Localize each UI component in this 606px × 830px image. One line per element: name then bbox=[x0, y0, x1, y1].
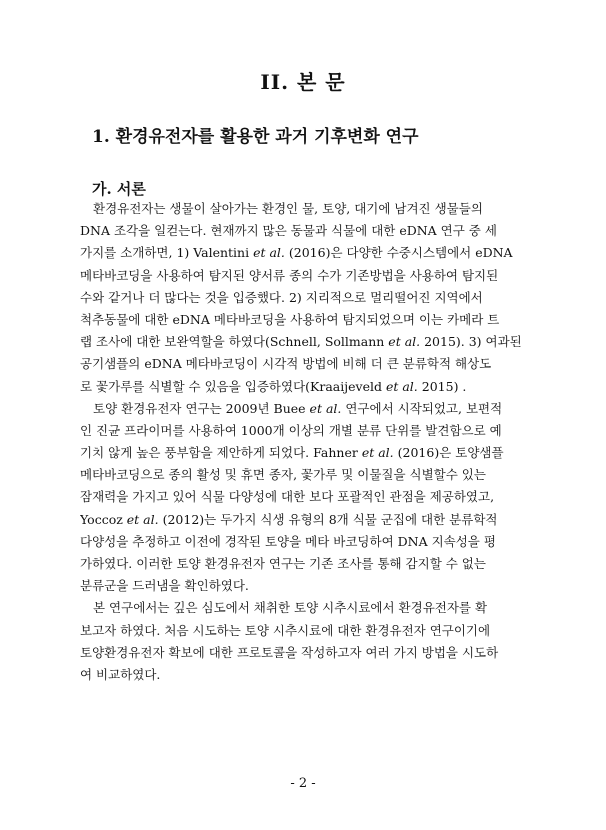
text-line: 본 연구에서는 깊은 심도에서 채취한 토양 시추시료에서 환경유전자를 확 bbox=[93, 600, 488, 616]
page-number: - 2 - bbox=[290, 776, 316, 791]
text-line: 토양환경유전자 확보에 대한 프로토콜을 작성하고자 여러 가지 방법을 시도하 bbox=[80, 644, 499, 660]
text-line: 여 비교하였다. bbox=[80, 666, 161, 682]
text-line: 인 진균 프라이머를 사용하여 1000개 이상의 개별 분류 단위를 발견함으로 예 bbox=[80, 422, 502, 438]
text-line: 다양성을 추정하고 이전에 경작된 토양을 메타 바코딩하여 DNA 지속성을 평 bbox=[80, 533, 496, 549]
body-text bbox=[80, 198, 528, 686]
chapter-title: II. 본 문 bbox=[260, 70, 346, 94]
text-line: 랩 조사에 대한 보완역할을 하였다(Schnell, Sollmann et al. 2015). 3) 여과된 bbox=[80, 334, 522, 350]
text-line: DNA 조각을 일컫는다. 현재까지 많은 동물과 식물에 대한 eDNA 연구 중 세 bbox=[80, 223, 497, 239]
text-line: 잠재력을 가지고 있어 식물 다양성에 대한 보다 포괄적인 관점을 제공하였고, bbox=[80, 489, 495, 505]
text-line: 메타바코딩으로 종의 활성 및 휴면 종자, 꽃가루 및 이물질을 식별할수 있는 bbox=[80, 467, 486, 483]
text-line: 로 꽃가루를 식별할 수 있음을 입증하였다(Kraaijeveld et al. 2015) . bbox=[80, 378, 467, 394]
paragraph bbox=[80, 198, 528, 398]
text-line: 기치 않게 높은 풍부함을 제안하게 되었다. Fahner et al. (2016)은 토양샘플 bbox=[80, 445, 504, 461]
text-line: 가지를 소개하면, 1) Valentini et al. (2016)은 다양한 수중시스템에서 eDNA bbox=[80, 245, 513, 261]
text-line: 메타바코딩을 사용하여 탐지된 양서류 종의 수가 기존방법을 사용하여 탐지된 bbox=[80, 267, 499, 283]
text-line: 가하였다. 이러한 토양 환경유전자 연구는 기존 조사를 통해 감지할 수 없는 bbox=[80, 556, 486, 571]
text-line: 토양 환경유전자 연구는 2009년 Buee et al. 연구에서 시작되었고, 보편적 bbox=[93, 400, 503, 416]
subsection-title: 가. 서론 bbox=[92, 180, 146, 198]
text-line: 보고자 하였다. 처음 시도하는 토양 시추시료에 대한 환경유전자 연구이기에 bbox=[80, 622, 491, 638]
paragraph bbox=[80, 597, 528, 686]
text-line: 공기샘플의 eDNA 메타바코딩이 시각적 방법에 비해 더 큰 분류학적 해상도 bbox=[80, 356, 492, 372]
text-line: 척추동물에 대한 eDNA 메타바코딩을 사용하여 탐지되었으며 이는 카메라 트 bbox=[80, 311, 500, 327]
text-line: Yoccoz et al. (2012)는 두가지 식생 유형의 8개 식물 군집에 대한 분류학적 bbox=[80, 511, 498, 527]
section-title: 1. 환경유전자를 활용한 과거 기후변화 연구 bbox=[92, 127, 419, 147]
text-line: 환경유전자는 생물이 살아가는 환경인 물, 토양, 대기에 남겨진 생물들의 bbox=[93, 201, 483, 216]
text-line: 분류군을 드러냄을 확인하였다. bbox=[80, 578, 249, 594]
text-line: 수와 같거나 더 많다는 것을 입증했다. 2) 지리적으로 멀리떨어진 지역에서 bbox=[80, 289, 483, 305]
paragraph bbox=[80, 398, 528, 598]
